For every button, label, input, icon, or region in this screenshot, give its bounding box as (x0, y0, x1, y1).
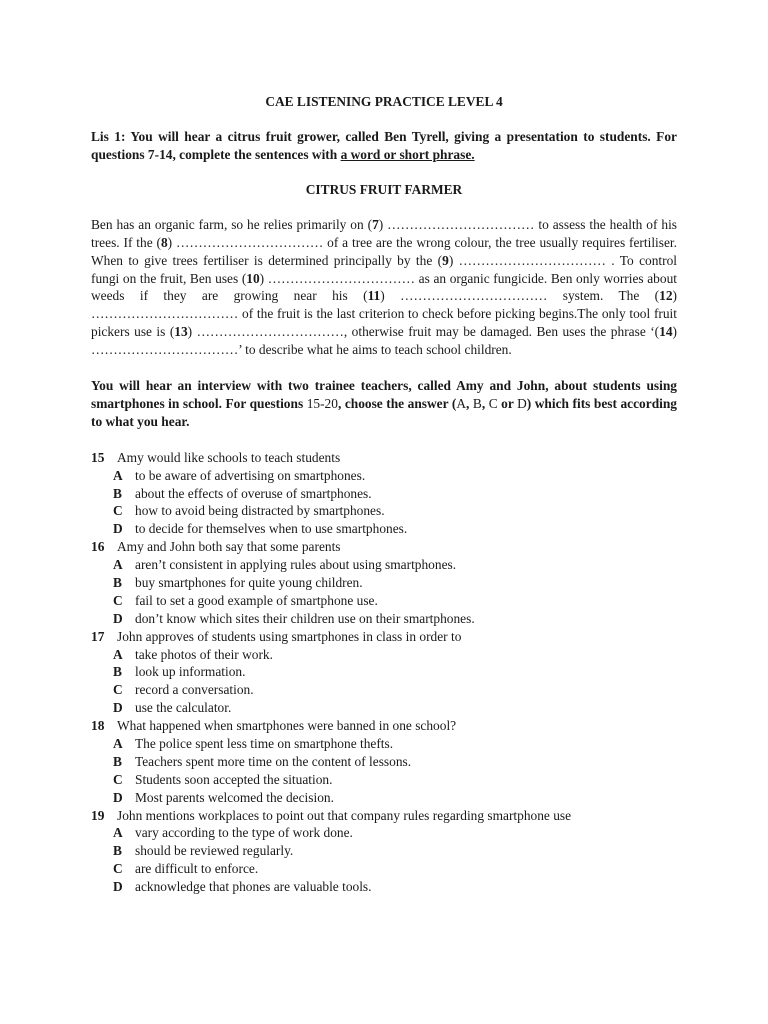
answer-option (91, 610, 677, 628)
option-text: don’t know which sites their children use on their smartphones. (135, 610, 475, 626)
option-text: aren’t consistent in applying rules about using smartphones. (135, 557, 457, 573)
gap-text-1: Ben has an organic farm, so he relies primarily on ( (91, 216, 373, 232)
option-letter: B (113, 843, 122, 859)
part1-heading: CITRUS FRUIT FARMER (305, 181, 463, 197)
option-letter: A (113, 646, 123, 662)
answer-option (91, 520, 677, 538)
gap-text-7: ) …………………………… of the fruit is the last criterion to check before picking begins.The only tool fruit pickers use is ( (91, 288, 677, 340)
gap-number-12: 12 (659, 288, 673, 304)
option-text: Students soon accepted the situation. (135, 771, 333, 787)
part2-option-b: B (472, 395, 482, 411)
answer-option (91, 592, 677, 610)
answer-option (91, 556, 677, 574)
option-text: should be reviewed regularly. (135, 843, 294, 859)
option-letter: C (113, 503, 123, 519)
question-item (91, 628, 677, 646)
question-number: 16 (91, 539, 105, 555)
option-letter: C (113, 771, 123, 787)
option-text: vary according to the type of work done. (135, 825, 353, 841)
option-text: look up information. (135, 664, 246, 680)
answer-option (91, 574, 677, 592)
answer-option (91, 789, 677, 807)
gap-text-6: ) …………………………… system. The ( (380, 288, 660, 304)
part2-instructions (91, 377, 677, 431)
part1-instruction-underlined: a word or short phrase. (340, 146, 475, 162)
part2-option-d: D (517, 395, 527, 411)
option-letter: A (113, 825, 123, 841)
option-letter: C (113, 682, 123, 698)
gap-fill-paragraph (91, 216, 677, 359)
option-letter: D (113, 879, 123, 895)
option-text: buy smartphones for quite young children. (135, 575, 363, 591)
gap-number-11: 11 (367, 288, 381, 304)
answer-option (91, 646, 677, 664)
gap-text-3: ) …………………………… of a tree are the wrong colour, the tree usually requires fertiliser. When to give trees fertiliser is determined principally by the ( (91, 234, 677, 268)
answer-option (91, 878, 677, 896)
gap-number-7: 7 (372, 216, 379, 232)
answer-option (91, 663, 677, 681)
question-item (91, 717, 677, 735)
document-title: CAE LISTENING PRACTICE LEVEL 4 (265, 94, 503, 109)
answer-option (91, 502, 677, 520)
question-list (91, 449, 677, 896)
gap-number-8: 8 (160, 234, 168, 250)
option-letter: B (113, 753, 122, 769)
question-number: 17 (91, 628, 105, 644)
answer-option (91, 824, 677, 842)
part2-instruction-text-1: You will hear an interview with two trainee teachers, called Amy and John, about students using smartphones in school. For questions (91, 378, 677, 411)
option-letter: D (113, 789, 123, 805)
option-text: are difficult to enforce. (135, 861, 259, 877)
gap-text-5: ) …………………………… as an organic fungicide. Ben only worries about weeds if they are growing near his ( (91, 270, 677, 304)
gap-number-13: 13 (174, 324, 188, 340)
option-text: record a conversation. (135, 682, 254, 698)
question-item (91, 807, 677, 825)
part1-instruction-text: Lis 1: You will hear a citrus fruit grower, called Ben Tyrell, giving a presentation to students. For questions 7-14, complete the sentences with (91, 129, 677, 162)
option-letter: D (113, 700, 123, 716)
option-letter: A (113, 736, 123, 752)
question-stem: Amy and John both say that some parents (117, 539, 341, 555)
part1-instructions (91, 128, 677, 164)
gap-number-10: 10 (246, 270, 260, 286)
gap-text-4: ) …………………………… . To control fungi on the fruit, Ben uses ( (91, 252, 678, 286)
question-item (91, 449, 677, 467)
option-text: The police spent less time on smartphone thefts. (135, 736, 394, 752)
gap-text-8: ) ……………………………, otherwise fruit may be damaged. Ben uses the phrase ‘( (187, 324, 660, 340)
option-text: about the effects of overuse of smartphones. (135, 485, 372, 501)
option-text: how to avoid being distracted by smartphones. (135, 503, 385, 519)
part2-option-c: C (488, 395, 498, 411)
option-letter: B (113, 664, 122, 680)
option-text: to decide for themselves when to use smartphones. (135, 521, 408, 537)
answer-option (91, 699, 677, 717)
answer-option (91, 771, 677, 789)
option-letter: A (113, 557, 123, 573)
option-text: take photos of their work. (135, 646, 273, 662)
option-text: to be aware of advertising on smartphones. (135, 467, 366, 483)
answer-option (91, 467, 677, 485)
question-number: 18 (91, 718, 105, 734)
option-text: Teachers spent more time on the content of lessons. (135, 753, 412, 769)
option-letter: C (113, 592, 123, 608)
question-number: 19 (91, 807, 105, 823)
answer-option (91, 860, 677, 878)
question-item (91, 538, 677, 556)
option-text: use the calculator. (135, 700, 232, 716)
part2-or: or (497, 395, 518, 411)
question-stem: John mentions workplaces to point out that company rules regarding smartphone use (117, 807, 572, 823)
option-text: Most parents welcomed the decision. (135, 789, 334, 805)
answer-option (91, 753, 677, 771)
part2-instruction-text-3: ) which fits best according to what you hear. (91, 395, 678, 429)
option-letter: B (113, 485, 122, 501)
part2-comma-1: , (465, 395, 473, 411)
option-text: fail to set a good example of smartphone use. (135, 592, 378, 608)
question-stem: John approves of students using smartphones in class in order to (117, 628, 462, 644)
question-number: 15 (91, 449, 105, 465)
option-letter: C (113, 861, 123, 877)
option-letter: B (113, 575, 122, 591)
answer-option (91, 681, 677, 699)
answer-option (91, 485, 677, 503)
part2-instruction-text-2: , choose the answer ( (337, 395, 457, 411)
option-letter: D (113, 610, 123, 626)
part2-comma-2: , (481, 395, 489, 411)
question-stem: What happened when smartphones were banned in one school? (117, 718, 457, 734)
gap-number-14: 14 (659, 324, 673, 340)
option-letter: D (113, 521, 123, 537)
option-text: acknowledge that phones are valuable tools. (135, 879, 372, 895)
document-page (91, 93, 677, 896)
answer-option (91, 735, 677, 753)
gap-number-9: 9 (442, 252, 449, 268)
option-letter: A (113, 467, 123, 483)
question-stem: Amy would like schools to teach students (117, 449, 341, 465)
part2-option-a: A (456, 395, 466, 411)
part2-question-range: 15-20 (306, 395, 338, 411)
gap-text-9: ) ……………………………’ to describe what he aims to teach school children. (91, 324, 677, 358)
answer-option (91, 842, 677, 860)
gap-text-2: ) …………………………… to assess the health of his trees. If the ( (91, 216, 677, 250)
